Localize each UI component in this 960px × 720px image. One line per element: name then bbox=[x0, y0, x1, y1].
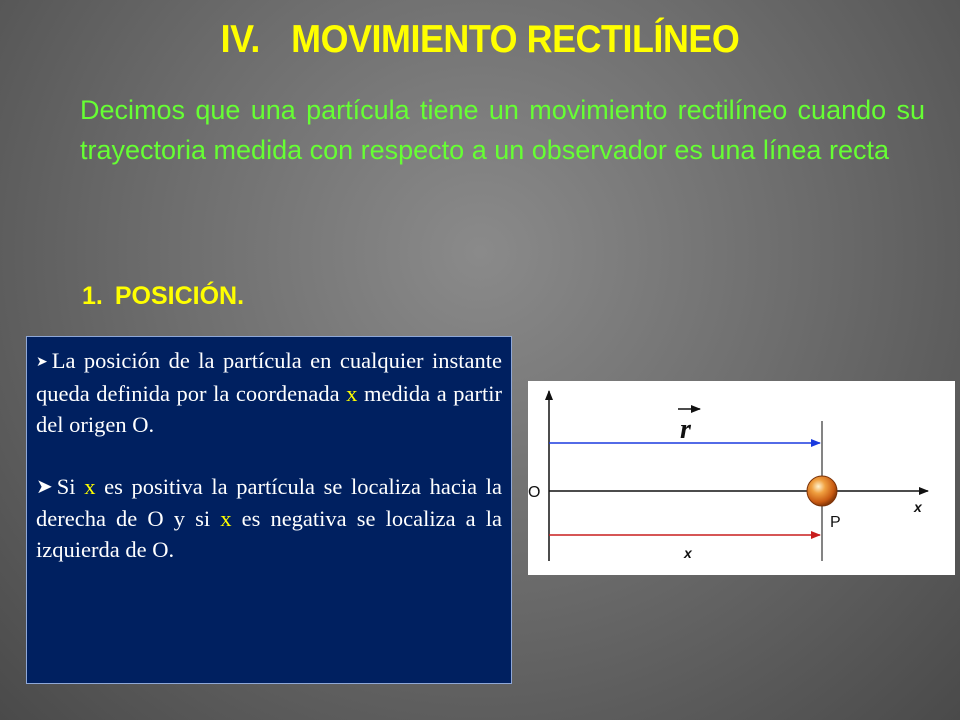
info-box bbox=[26, 336, 512, 684]
origin-label: O bbox=[528, 484, 541, 501]
info-p1-text-b: medida a partir del origen O. bbox=[36, 381, 502, 437]
intro-paragraph: Decimos que una partícula tiene un movimiento rectilíneo cuando su trayectoria medida con respecto a un observador es una línea recta bbox=[80, 95, 925, 165]
variable-x: x bbox=[346, 381, 358, 406]
variable-x: x bbox=[84, 474, 96, 499]
title-text: MOVIMIENTO RECTILÍNEO bbox=[291, 18, 740, 61]
info-paragraph-2 bbox=[36, 471, 502, 565]
section-number: 1. bbox=[82, 282, 103, 310]
arrow-bullet-icon: ➤ bbox=[36, 476, 53, 498]
position-diagram-svg bbox=[528, 381, 955, 575]
variable-x: x bbox=[220, 506, 232, 531]
slide-title bbox=[38, 18, 921, 62]
info-p1-text-a: La posición de la partícula en cualquier instante queda definida por la coordenada bbox=[36, 348, 502, 406]
point-label: P bbox=[830, 514, 841, 531]
position-diagram bbox=[528, 381, 955, 575]
x-vector-label: x bbox=[684, 545, 692, 561]
info-p2-text-a: Si bbox=[56, 474, 85, 499]
x-axis-label: x bbox=[914, 499, 922, 515]
section-label: POSICIÓN. bbox=[114, 282, 245, 310]
particle-ball bbox=[807, 476, 837, 506]
info-p2-text-c: es negativa se localiza a la izquierda de O. bbox=[36, 506, 503, 562]
section-heading bbox=[82, 282, 244, 311]
arrow-bullet-icon: ➤ bbox=[36, 355, 48, 370]
title-number: IV. bbox=[220, 18, 260, 61]
info-paragraph-1 bbox=[36, 345, 502, 440]
info-p2-text-b: es positiva la partícula se localiza hacia la derecha de O y si bbox=[36, 474, 502, 531]
r-label: r bbox=[680, 414, 691, 445]
